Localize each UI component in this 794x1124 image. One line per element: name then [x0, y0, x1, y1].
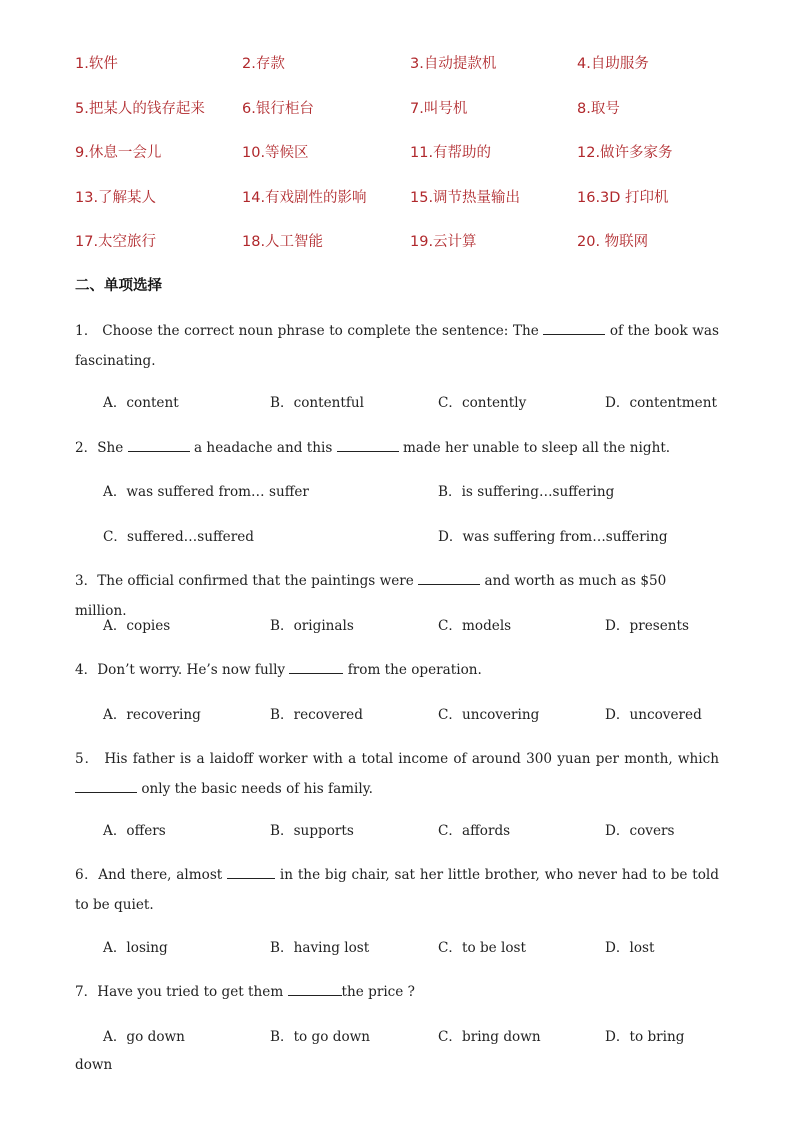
vocab-item: 4.自助服务 — [577, 56, 649, 72]
vocab-item: 8.取号 — [577, 100, 620, 117]
question-text: 4．Don’t worry. He’s now fully — [75, 662, 290, 678]
section-title: 二、单项选择 — [75, 278, 162, 294]
vocab-item: 17.太空旅行 — [75, 234, 157, 250]
option-b[interactable]: B．having lost — [270, 940, 370, 956]
option-b[interactable]: B．to go down — [270, 1029, 371, 1045]
option-a[interactable]: A．recovering — [103, 707, 201, 723]
vocab-item: 7.叫号机 — [410, 100, 468, 117]
vocab-item: 3.自动提款机 — [410, 56, 497, 72]
vocab-row — [75, 54, 755, 99]
option-d[interactable]: D．covers — [605, 823, 675, 839]
option-a[interactable]: A．offers — [103, 823, 166, 839]
vocab-item: 16.3D 打印机 — [577, 189, 669, 206]
option-d[interactable]: D．presents — [605, 618, 689, 634]
vocab-row — [75, 232, 755, 277]
vocab-item: 11.有帮助的 — [410, 145, 492, 161]
vocab-item: 14.有戏剧性的影响 — [242, 189, 367, 206]
question-text: made her unable to sleep all the night. — [398, 440, 671, 456]
vocab-item: 6.银行柜台 — [242, 100, 314, 117]
option-a[interactable]: A．was suffered from… suffer — [103, 484, 309, 500]
option-c[interactable]: C．models — [438, 618, 512, 634]
vocab-row — [75, 143, 755, 188]
vocab-item: 13.了解某人 — [75, 189, 157, 206]
question-text: 6．And there, almost — [75, 867, 228, 883]
question-6 — [75, 860, 719, 920]
option-a[interactable]: A．copies — [103, 618, 171, 634]
option-d[interactable]: D．was suffering from…suffering — [438, 529, 668, 545]
vocab-item: 5.把某人的钱存起来 — [75, 100, 205, 117]
question-text: only the basic needs of his family. — [137, 781, 373, 797]
option-c[interactable]: C．contently — [438, 395, 527, 411]
vocab-item: 15.调节热量输出 — [410, 189, 521, 206]
option-d[interactable]: D．lost — [605, 940, 655, 956]
question-text: of the book was fascinating. — [75, 323, 719, 369]
question-text: the price ? — [341, 984, 415, 1000]
vocab-row — [75, 99, 755, 144]
vocab-item: 10.等候区 — [242, 145, 309, 161]
vocab-item: 1.软件 — [75, 56, 118, 72]
vocab-item: 9.休息一会儿 — [75, 145, 162, 161]
option-a[interactable]: A．losing — [103, 940, 168, 956]
option-b[interactable]: B．contentful — [270, 395, 364, 411]
option-b[interactable]: B．recovered — [270, 707, 363, 723]
option-c[interactable]: C．affords — [438, 823, 511, 839]
vocabulary-list — [75, 54, 755, 277]
answer-blank — [227, 864, 275, 879]
question-text: 5． His father is a laidoff worker with a total income of around 300 yuan per month, which — [75, 751, 719, 767]
option-c[interactable]: C．to be lost — [438, 940, 527, 956]
option-a[interactable]: A．content — [103, 395, 179, 411]
option-d[interactable]: D．to bring — [605, 1029, 685, 1045]
option-d-continuation: down — [75, 1057, 113, 1073]
question-2 — [75, 433, 719, 463]
question-1 — [75, 316, 719, 376]
question-text: 1． Choose the correct noun phrase to complete the sentence: The — [75, 323, 544, 339]
option-b[interactable]: B．supports — [270, 823, 354, 839]
option-c[interactable]: C．bring down — [438, 1029, 541, 1045]
question-7 — [75, 977, 719, 1007]
option-d[interactable]: D．uncovered — [605, 707, 702, 723]
question-4 — [75, 655, 719, 685]
question-text: and worth as much as $50 million. — [75, 573, 667, 619]
option-b[interactable]: B．is suffering…suffering — [438, 484, 615, 500]
answer-blank — [128, 437, 190, 452]
answer-blank — [418, 570, 480, 585]
question-text: 3．The official confirmed that the paintings were — [75, 573, 419, 589]
option-c[interactable]: C．uncovering — [438, 707, 540, 723]
option-d[interactable]: D．contentment — [605, 395, 717, 411]
vocab-item: 18.人工智能 — [242, 234, 324, 250]
question-text: a headache and this — [189, 440, 337, 456]
question-text: from the operation. — [343, 662, 482, 678]
vocab-item: 19.云计算 — [410, 234, 477, 250]
answer-blank — [288, 981, 342, 996]
answer-blank — [543, 320, 605, 335]
option-a[interactable]: A．go down — [103, 1029, 185, 1045]
question-text: in the big chair, sat her little brother, who never had to be told to be quiet. — [75, 867, 719, 913]
vocab-item: 12.做许多家务 — [577, 145, 673, 161]
vocab-item: 2.存款 — [242, 56, 285, 72]
option-c[interactable]: C．suffered…suffered — [103, 529, 254, 545]
vocab-row — [75, 188, 755, 233]
answer-blank — [289, 659, 343, 674]
question-text: 2．She — [75, 440, 128, 456]
vocab-item: 20. 物联网 — [577, 234, 649, 250]
question-5 — [75, 744, 719, 804]
answer-blank — [337, 437, 399, 452]
question-text: 7．Have you tried to get them — [75, 984, 288, 1000]
answer-blank — [75, 778, 137, 793]
option-b[interactable]: B．originals — [270, 618, 354, 634]
